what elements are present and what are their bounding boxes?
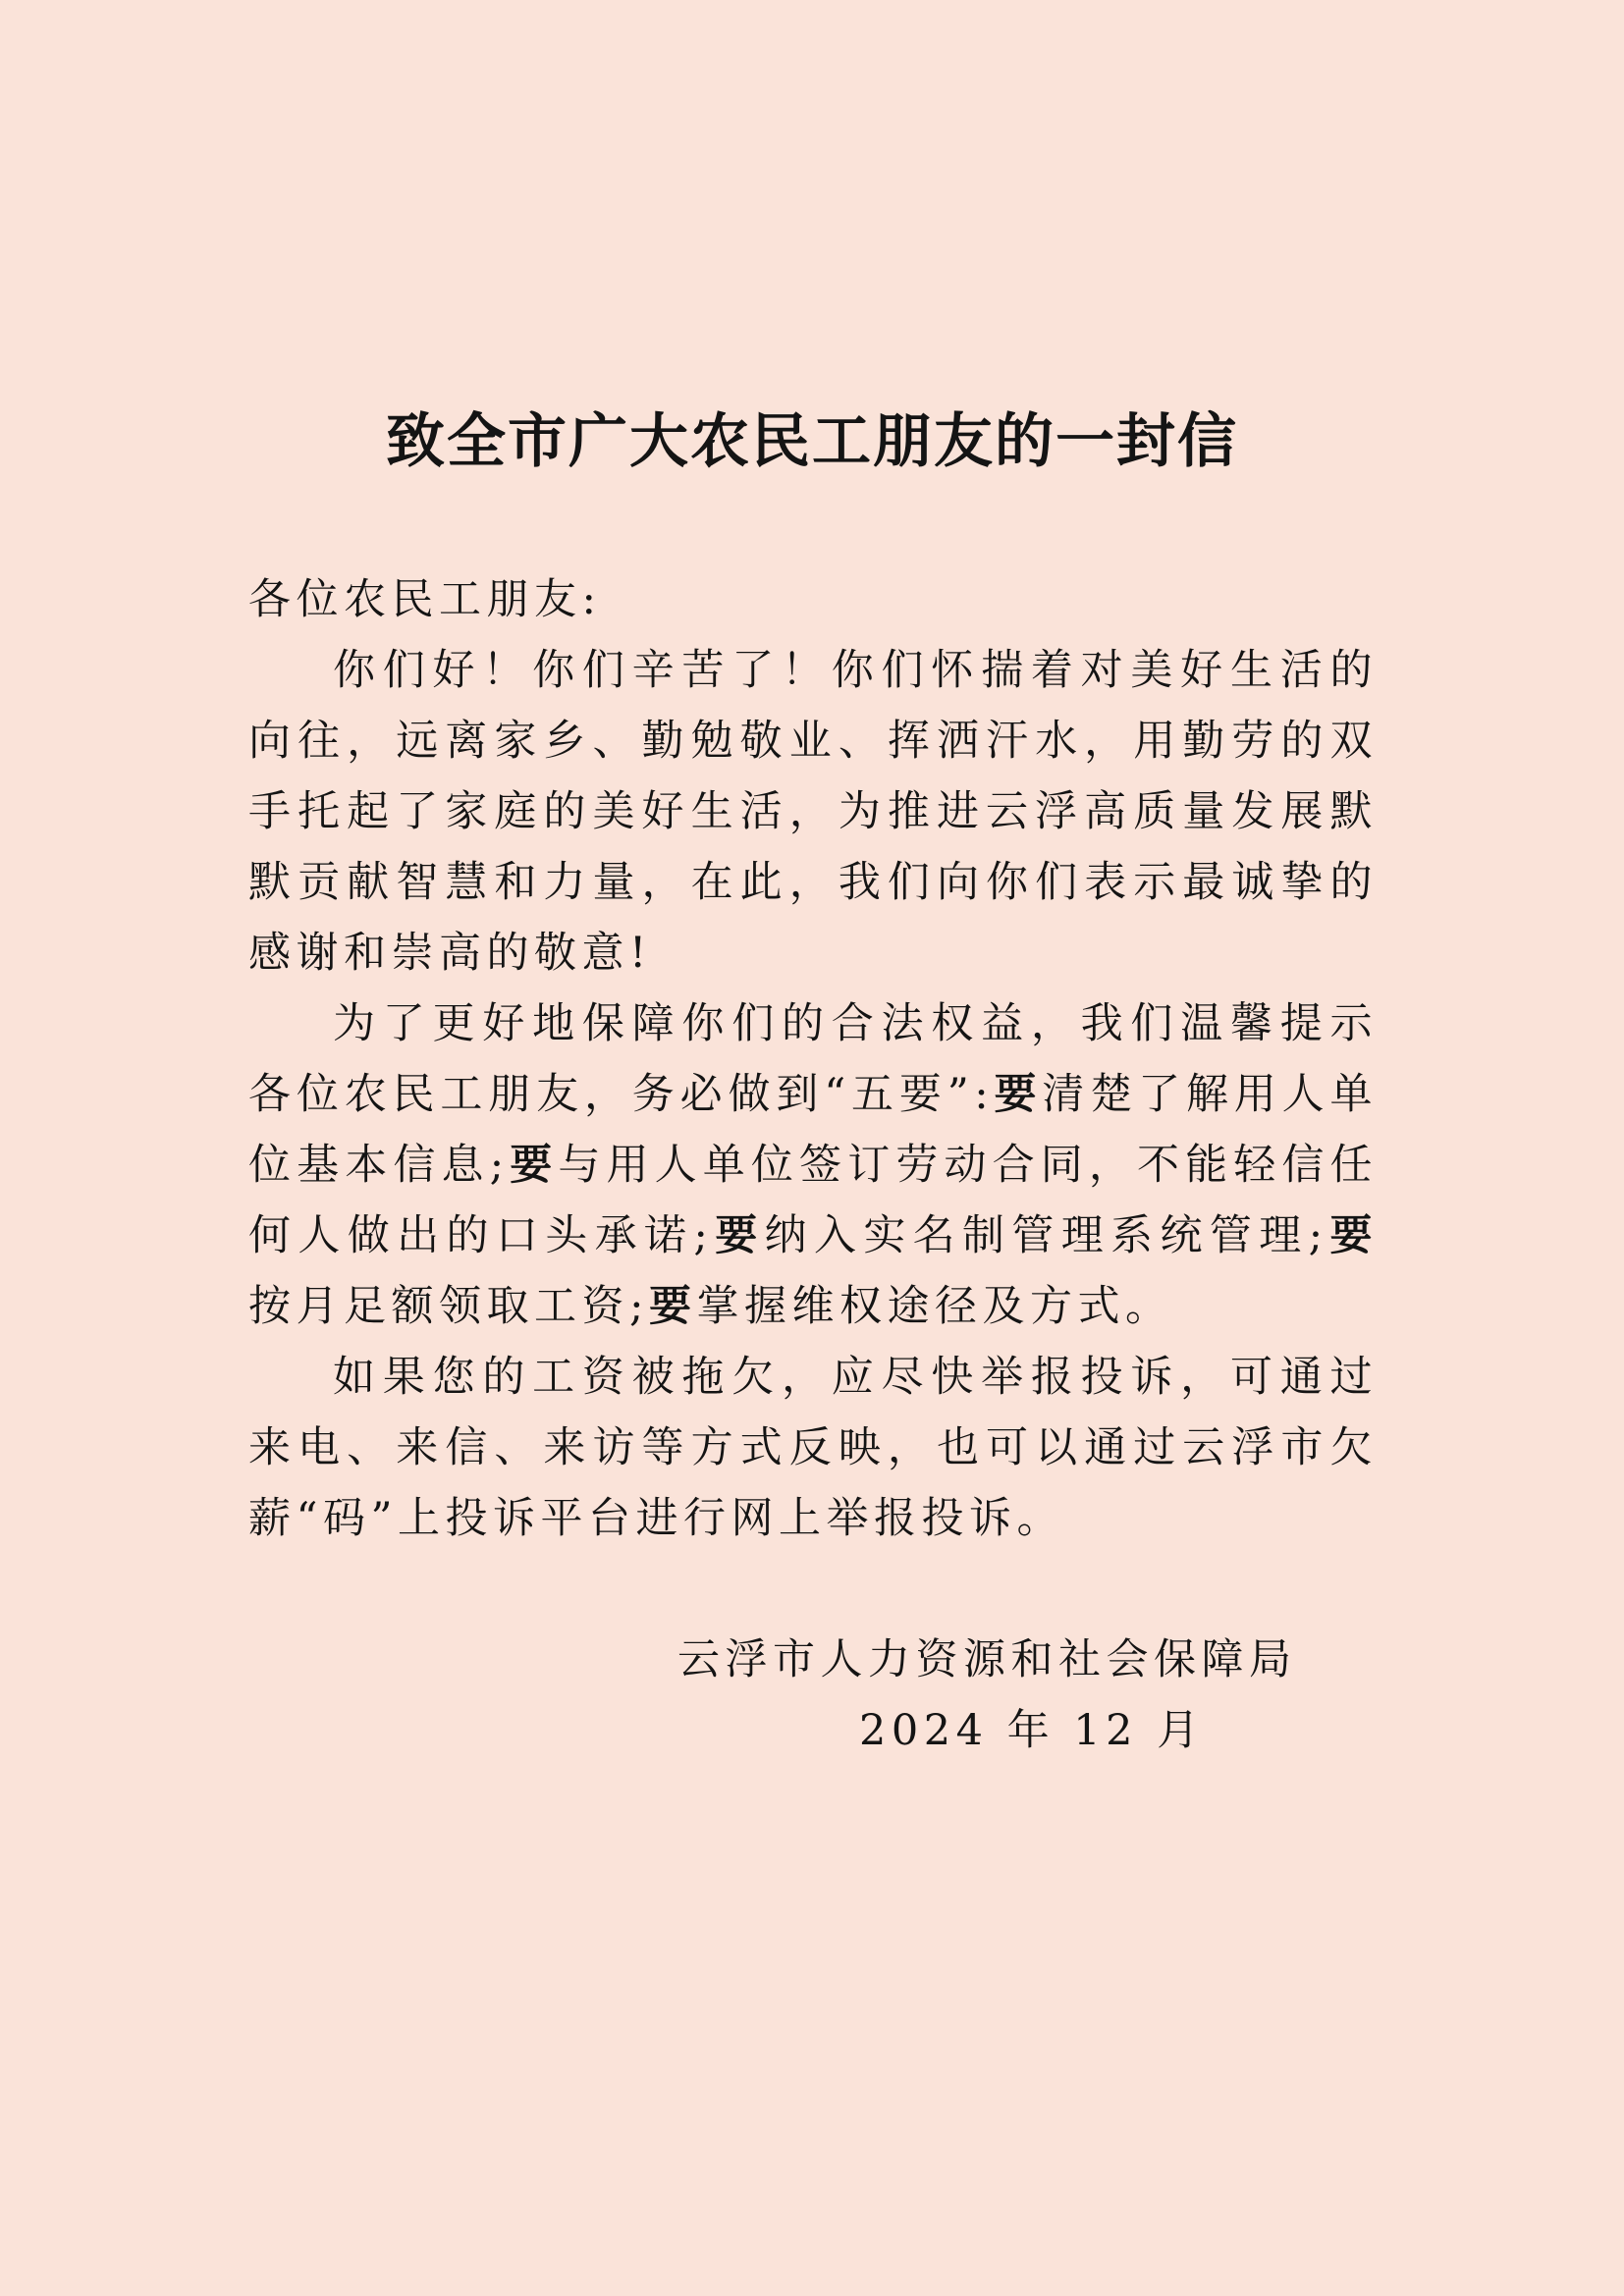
must-keyword-3: 要 [713,1211,765,1260]
must-keyword-2: 要 [509,1141,559,1190]
signature-block [677,1625,1365,1766]
must-text-1: 清楚了解用人单位基本信息; [248,1070,1379,1190]
signature-organization: 云浮市人力资源和社会保障局 [677,1635,1297,1684]
salutation: 各位农民工朋友: [248,575,602,624]
must-text-2: 与用人单位签订劳动合同，不能轻信任何人做出的口头承诺; [248,1141,1378,1260]
paragraph-five-musts [248,988,1378,1342]
paragraph-greeting: 你们好！你们辛苦了！你们怀揣着对美好生活的向往，远离家乡、勤勉敬业、挥洒汗水，用勤劳的双手托起了家庭的美好生活，为推进云浮高质量发展默默贡献智慧和力量，在此，我们向你们表示最诚挚的感谢和崇高的敬意! [248,646,1378,978]
must-keyword-4: 要 [1327,1211,1379,1260]
signature-date: 2024 年 12 月 [859,1706,1205,1755]
must-keyword-1: 要 [994,1070,1043,1119]
must-text-3: 纳入实名制管理系统管理; [764,1211,1328,1260]
five-musts-intro: 为了更好地保障你们的合法权益，我们温馨提示各位农民工朋友，务必做到“五要”: [248,999,1378,1119]
paragraph-complaint: 如果您的工资被拖欠，应尽快举报投诉，可通过来电、来信、来访等方式反映，也可以通过云浮市欠薪“码”上投诉平台进行网上举报投诉。 [248,1353,1378,1543]
must-text-5: 掌握维权途径及方式。 [696,1282,1173,1331]
must-text-4: 按月足额领取工资; [248,1282,649,1331]
must-keyword-5: 要 [649,1282,697,1331]
letter-body [248,564,1378,1554]
letter-title: 致全市广大农民工朋友的一封信 [386,407,1238,476]
